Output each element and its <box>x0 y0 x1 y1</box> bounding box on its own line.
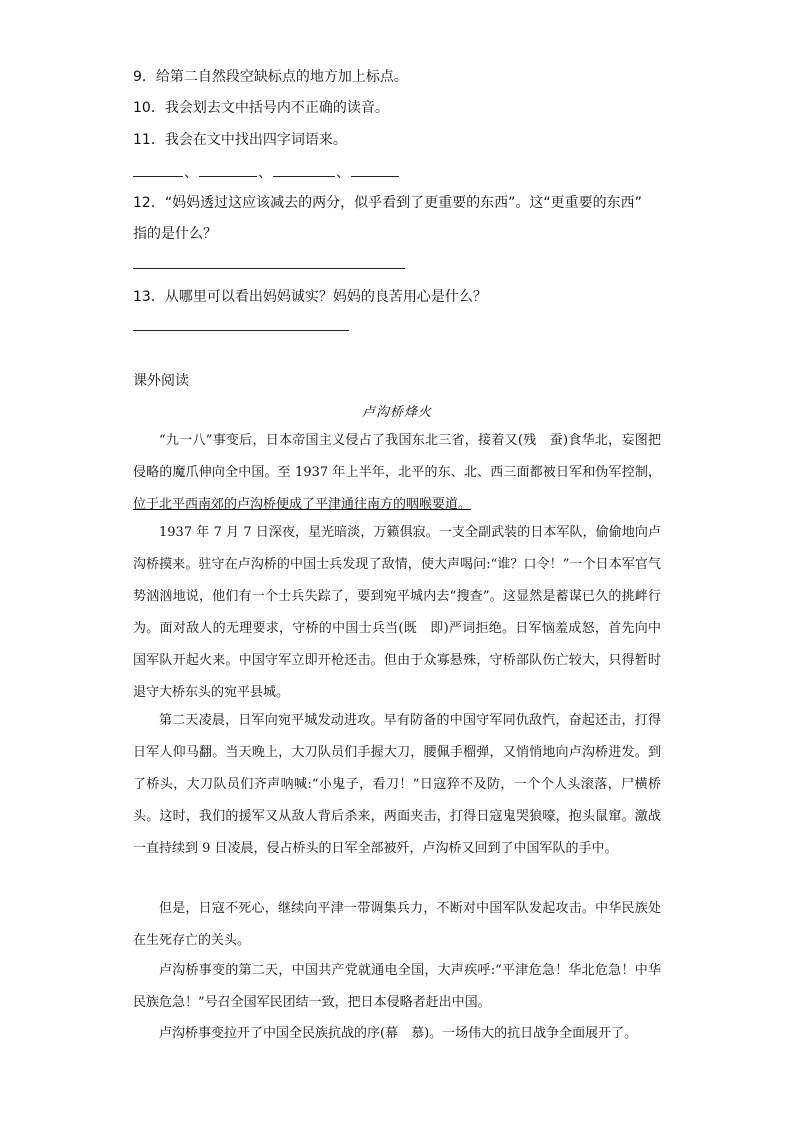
q11-answer-blanks <box>133 162 399 182</box>
answer-blank[interactable] <box>351 163 399 177</box>
question-9: 9．给第二自然段空缺标点的地方加上标点。 <box>133 69 408 85</box>
paragraph-3: 第二天凌晨，日军向宛平城发动进攻。早有防备的中国守军同仇敌忾，奋起还击，打得日军人仰马翻。当天晚上，大刀队员们手握大刀，腰佩手榴弹，又悄悄地向卢沟桥进发。到了桥头，大刀队员们齐声呐喊:“小鬼子，看刀！”日寇猝不及防，一个个人头滚落，尸横桥头。这时，我们的援军又从敌人背后杀来，两面夹击，打得日寇鬼哭狼嚎，抱头鼠窜。激战一直持续到 9 日凌晨，侵占桥头的日军全部被歼，卢沟桥又回到了中国军队的手中。 <box>133 713 661 856</box>
question-13: 13．从哪里可以看出妈妈诚实？妈妈的良苦用心是什么？ <box>133 289 487 305</box>
separator: 、 <box>184 165 198 181</box>
answer-blank[interactable] <box>273 163 335 177</box>
q13-answer-line[interactable] <box>133 330 349 331</box>
paragraph-1-text: “九一八”事变后，日本帝国主义侵占了我国东北三省，接着又(残 蚕)食华北，妄图把侵略的魔爪伸向全中国。至 1937 年上半年，北平的东、北、西三面都被日军和伪军控制， <box>133 433 661 480</box>
q12-answer-line[interactable] <box>133 268 405 269</box>
answer-blank[interactable] <box>199 163 257 177</box>
paragraph-1 <box>133 425 661 521</box>
underlined-sentence: 位于北平西南郊的卢沟桥便成了平津通往南方的咽喉要道。 <box>133 497 472 512</box>
paragraph-2: 1937 年 7 月 7 日深夜，星光暗淡，万籁俱寂。一支全副武装的日本军队，偷偷地向卢沟桥摸来。驻守在卢沟桥的中国士兵发现了敌情，使大声喝问:“谁？口令！”一个日本军官气势汹汹地说，他们有一个士兵失踪了，要到宛平城内去“搜查”。这显然是蓄谋已久的挑衅行为。面对敌人的无理要求，守桥的中国士兵当(既 即)严词拒绝。日军恼羞成怒，首先向中国军队开起火来。中国守军立即开枪还击。但由于众寡悬殊，守桥部队伤亡较大，只得暂时退守大桥东头的宛平县城。 <box>133 525 661 700</box>
answer-blank[interactable] <box>133 163 183 177</box>
paragraph-5: 卢沟桥事变的第二天，中国共产党就通电全国，大声疾呼:“平津危急！华北危急！中华民族危急！”号召全国军民团结一致，把日本侵略者赶出中国。 <box>133 963 661 1010</box>
paragraph-6: 卢沟桥事变拉开了中国全民族抗战的序(幕 慕)。一场伟大的抗日战争全面展开了。 <box>159 1026 638 1041</box>
separator: 、 <box>336 165 350 181</box>
section-label: 课外阅读 <box>133 373 189 389</box>
question-11: 11．我会在文中找出四字词语来。 <box>133 132 347 148</box>
passage-title: 卢沟桥烽火 <box>361 405 432 420</box>
paragraph-4: 但是，日寇不死心，继续向平津一带调集兵力，不断对中国军队发起攻击。中华民族处在生死存亡的关头。 <box>133 901 661 948</box>
question-10: 10．我会划去文中括号内不正确的读音。 <box>133 100 389 116</box>
question-12-line2: 指的是什么？ <box>133 226 217 242</box>
separator: 、 <box>258 165 272 181</box>
question-12-line1: 12．“妈妈透过这应该减去的两分，似乎看到了更重要的东西”。这“更重要的东西” <box>133 195 642 211</box>
